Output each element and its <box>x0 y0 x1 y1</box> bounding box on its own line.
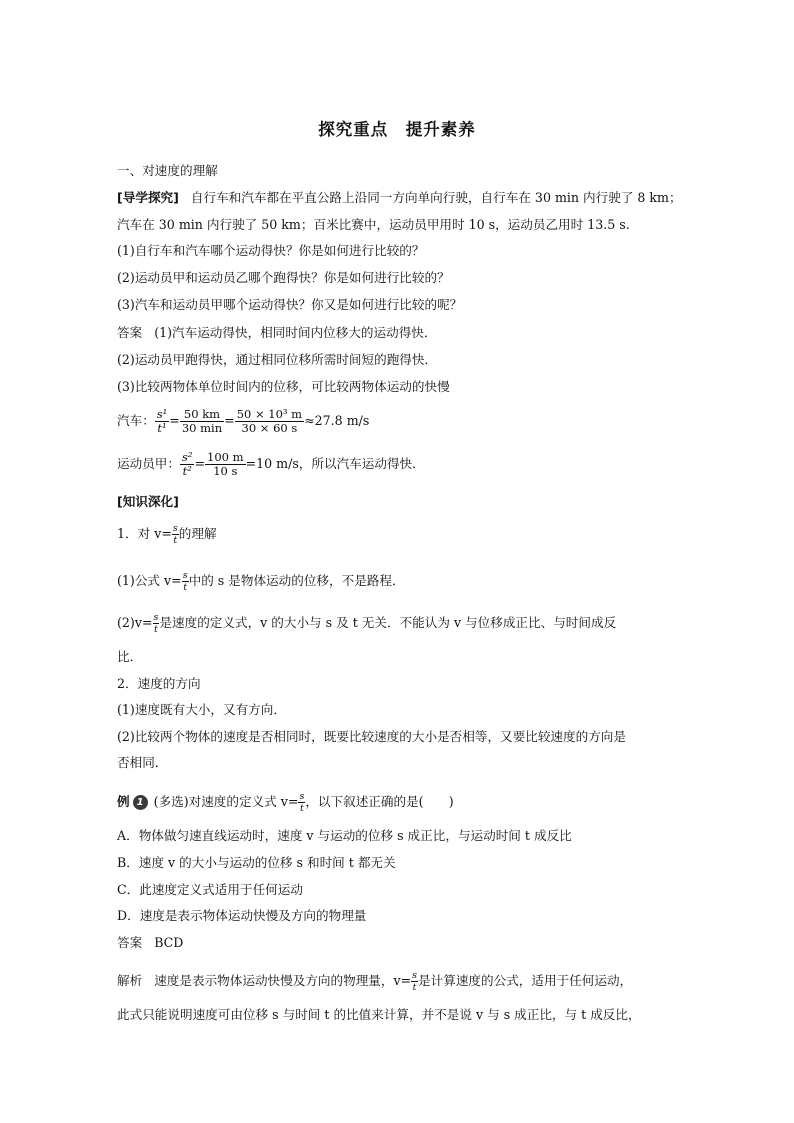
runner-label: 运动员甲： <box>117 456 180 471</box>
deepen-item-2: 2．速度的方向 <box>117 676 201 691</box>
velocity-fraction: $\frac{s}{t}$ <box>182 569 188 593</box>
runner-speed-formula: 运动员甲： $\frac{\text{s²}}{\text{t²}}$ = $\frac{100 m}{10 s}$ =10 m/s，所以汽车运动得快． <box>117 449 425 478</box>
example-answer <box>117 934 682 952</box>
deepen-point-2-cont: 比． <box>117 649 143 664</box>
velocity-fraction: $\frac{s}{t}$ <box>299 790 305 814</box>
deepen-tag: [知识深化] <box>117 494 179 509</box>
option-d: D．速度是表示物体运动快慢及方向的物理量 <box>117 908 367 923</box>
deepen-point-1: (1)公式 v= $\frac{s}{t}$ 中的 s 是物体运动的位移，不是路程． <box>117 569 405 593</box>
guide-question-2: (2)运动员甲和运动员乙哪个跑得快？你是如何进行比较的？ <box>117 270 450 285</box>
example-label: 例 <box>117 794 130 809</box>
velocity-fraction: $\frac{s}{t}$ <box>153 611 159 635</box>
example-stem: 例 1 (多选)对速度的定义式 v= $\frac{s}{t}$ ，以下叙述正确的是( ) <box>117 790 454 814</box>
car-speed-formula: 汽车： $\frac{\text{s¹}}{\text{t¹}}$ = $\frac{50 km}{30 \min}$ = $\frac{\text{50 × 10³ m}}{30 \times 60 s}$ ≈27.8 m/s <box>117 406 370 435</box>
car-result: ≈27.8 m/s <box>304 413 370 428</box>
answer-line-1 <box>117 324 682 342</box>
guide-line-1 <box>117 189 682 207</box>
answer-label: 答案 <box>117 935 143 950</box>
deepen-item-1: 1．对 v= $\frac{s}{t}$ 的理解 <box>117 522 217 546</box>
guide-question-1: (1)自行车和汽车哪个运动得快？你是如何进行比较的？ <box>117 243 425 258</box>
runner-fraction-1: $\frac{\text{s²}}{\text{t²}}$ <box>181 449 193 478</box>
car-fraction-3: $\frac{\text{50 × 10³ m}}{30 \times 60 s}$ <box>236 406 303 435</box>
runner-result: =10 m/s，所以汽车运动得快． <box>245 456 425 471</box>
guide-tag: [导学探究] <box>117 190 179 205</box>
analysis-label: 解析 <box>117 973 143 988</box>
direction-point-1: (1)速度既有大小，又有方向． <box>117 702 286 717</box>
velocity-fraction: $\frac{s}{t}$ <box>412 969 418 993</box>
direction-point-2-cont: 否相同． <box>117 755 168 770</box>
option-c: C．此速度定义式适用于任何运动 <box>117 882 303 897</box>
page-title: 探究重点 提升素养 <box>318 120 476 139</box>
analysis-line-1: 解析 速度是表示物体运动快慢及方向的物理量，v= $\frac{s}{t}$ 是计算速度的公式，适用于任何运动， <box>117 969 633 993</box>
car-fraction-1: $\frac{\text{s¹}}{\text{t¹}}$ <box>156 406 168 435</box>
option-a: A．物体做匀速直线运动时，速度 v 与运动的位移 s 成正比，与运动时间 t 成反比 <box>117 828 572 843</box>
guide-question-3: (3)汽车和运动员甲哪个运动得快？你又是如何进行比较的呢？ <box>117 297 463 312</box>
guide-text-1: 自行车和汽车都在平直公路上沿同一方向单向行驶，自行车在 30 min 内行驶了 8 km； <box>190 190 682 205</box>
deepen-point-2: (2)v= $\frac{s}{t}$ 是速度的定义式，v 的大小与 s 及 t 无关．不能认为 v 与位移成正比、与时间成反 <box>117 611 617 635</box>
car-label: 汽车： <box>117 413 155 428</box>
guide-line-2: 汽车在 30 min 内行驶了 50 km；百米比赛中，运动员甲用时 10 s，运动员乙用时 13.5 s. <box>117 217 630 232</box>
answer-text-1: (1)汽车运动得快，相同时间内位移大的运动得快． <box>154 325 437 340</box>
velocity-fraction: $\frac{s}{t}$ <box>172 522 178 546</box>
direction-point-2: (2)比较两个物体的速度是否相同时，既要比较速度的大小是否相等，又要比较速度的方向是 <box>117 729 626 744</box>
car-fraction-2: $\frac{50 km}{30 \min}$ <box>181 406 223 435</box>
analysis-line-2: 此式只能说明速度可由位移 s 与时间 t 的比值来计算，并不是说 v 与 s 成正比，与 t 成反比， <box>117 1007 641 1022</box>
example-number-badge: 1 <box>133 795 148 810</box>
answer-line-3: (3)比较两物体单位时间内的位移，可比较两物体运动的快慢 <box>117 379 450 394</box>
answer-line-2: (2)运动员甲跑得快，通过相同位移所需时间短的跑得快． <box>117 352 438 367</box>
runner-fraction-2: $\frac{100 m}{10 s}$ <box>207 449 244 478</box>
option-b: B．速度 v 的大小与运动的位移 s 和时间 t 都无关 <box>117 855 396 870</box>
answer-label: 答案 <box>117 325 143 340</box>
section-heading: 一、对速度的理解 <box>117 163 218 178</box>
answer-value: BCD <box>154 935 184 950</box>
